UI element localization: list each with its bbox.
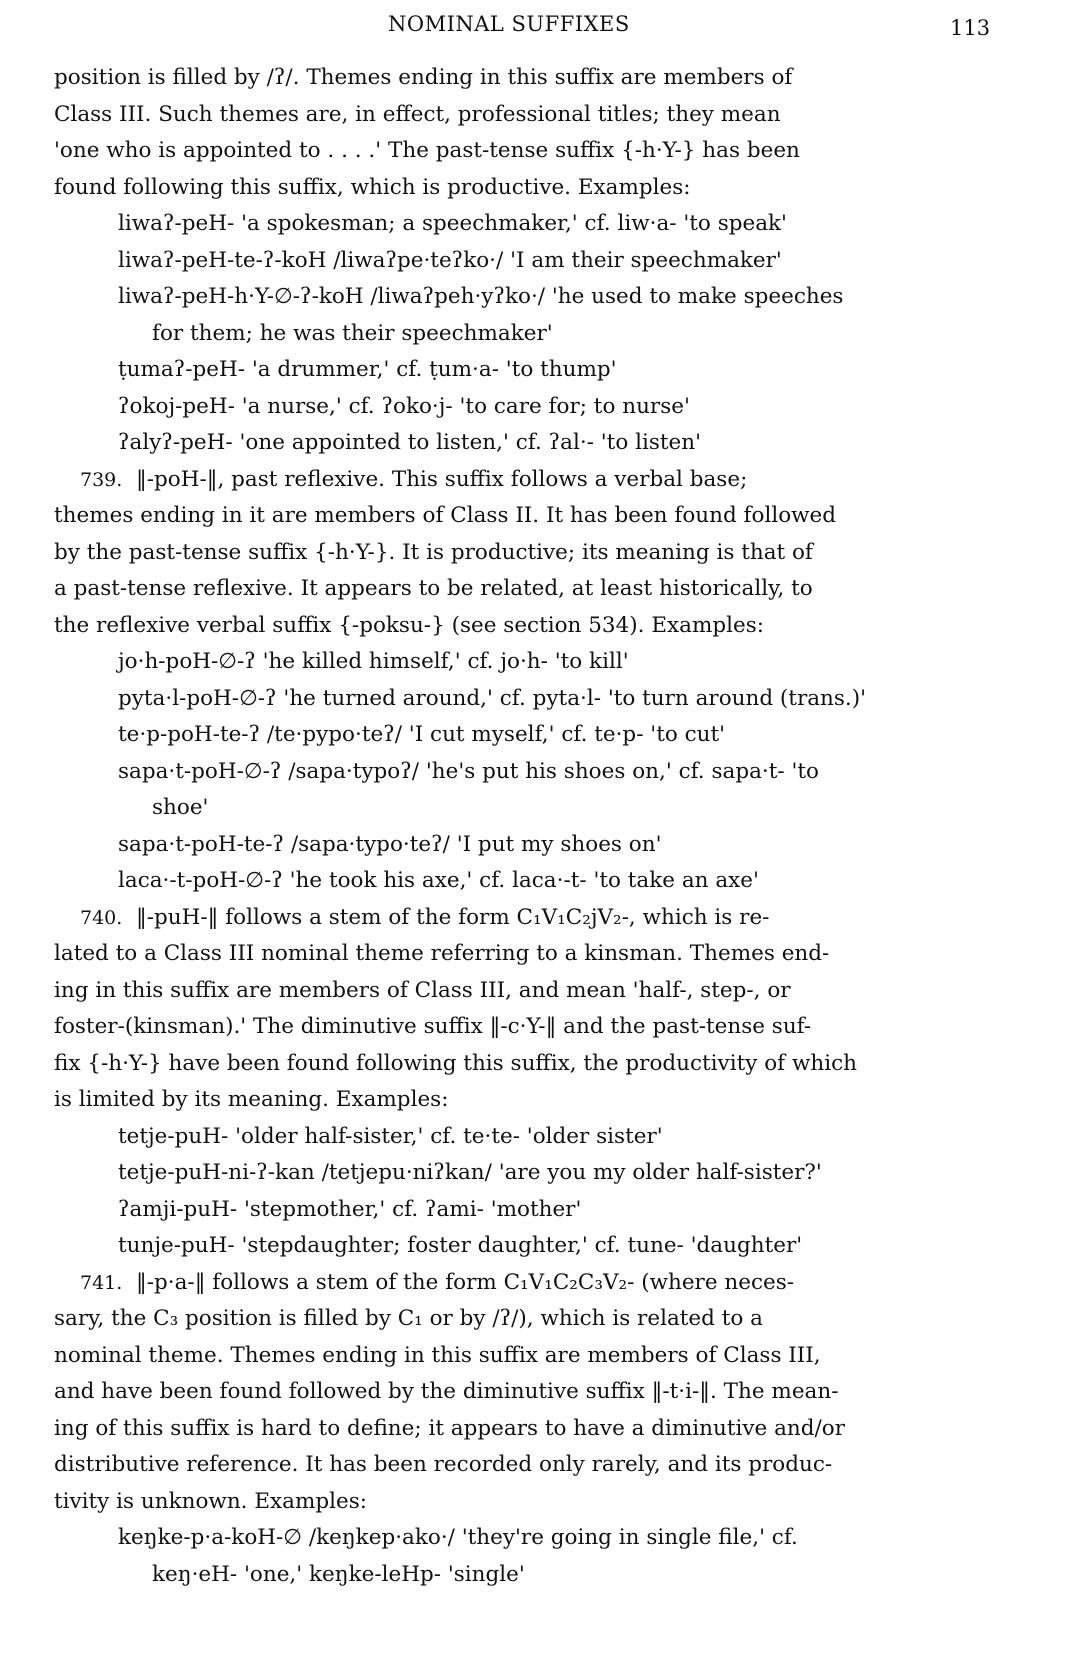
example-line: liwaʔ-peH-te-ʔ-koH /liwaʔpe·teʔko·/ 'I am their speechmaker' bbox=[118, 247, 782, 273]
paragraph-line: by the past-tense suffix {-h·Y-}. It is productive; its meaning is that of bbox=[54, 539, 813, 565]
example-line: keŋ·eH- 'one,' keŋke-leHp- 'single' bbox=[152, 1561, 525, 1587]
paragraph-line: themes ending in it are members of Class II. It has been found followed bbox=[54, 503, 837, 528]
example-line: ṭumaʔ-peH- 'a drummer,' cf. ṭum·a- 'to thump' bbox=[118, 357, 617, 382]
page-header bbox=[0, 8, 1076, 48]
example-line: te·p-poH-te-ʔ /te·pypo·teʔ/ 'I cut myself,' cf. te·p- 'to cut' bbox=[118, 722, 726, 747]
paragraph-line: foster-(kinsman).' The diminutive suffix ‖-c·Y-‖ and the past-tense suf- bbox=[54, 1014, 812, 1039]
page-body bbox=[54, 60, 1024, 1593]
example-line: tunje-puH- 'stepdaughter; foster daughter,' cf. tune- 'daughter' bbox=[118, 1233, 803, 1258]
paragraph-line: the reflexive verbal suffix {-poksu-} (see section 534). Examples: bbox=[54, 612, 764, 638]
paragraph-line: sary, the C₃ position is filled by C₁ or by /ʔ/), which is related to a bbox=[54, 1306, 763, 1331]
paragraph-line: tivity is unknown. Examples: bbox=[54, 1488, 367, 1514]
paragraph-line: Class III. Such themes are, in effect, professional titles; they mean bbox=[54, 101, 781, 127]
example-line: ʔalyʔ-peH- 'one appointed to listen,' cf. ʔal·- 'to listen' bbox=[118, 430, 702, 455]
example-line: tetje-puH- 'older half-sister,' cf. te·te- 'older sister' bbox=[118, 1123, 663, 1149]
example-line: jo·h-poH-∅-ʔ 'he killed himself,' cf. jo·h- 'to kill' bbox=[118, 649, 629, 674]
paragraph-line: is limited by its meaning. Examples: bbox=[54, 1087, 449, 1112]
page-number: 113 bbox=[950, 16, 991, 40]
section-first-line bbox=[54, 900, 1024, 937]
paragraph-line: found following this suffix, which is productive. Examples: bbox=[54, 174, 691, 200]
example-line: keŋke-p·a-koH-∅ /keŋkep·ako·/ 'they're going in single file,' cf. bbox=[118, 1525, 798, 1550]
paragraph-line: distributive reference. It has been recorded only rarely, and its produc- bbox=[54, 1452, 833, 1477]
section-text: ‖-poH-‖, past reflexive. This suffix follows a verbal base; bbox=[136, 466, 748, 492]
section-number: 740. bbox=[80, 906, 123, 929]
paragraph-line: lated to a Class III nominal theme referring to a kinsman. Themes end- bbox=[54, 941, 830, 966]
example-line: ʔamji-puH- 'stepmother,' cf. ʔami- 'mother' bbox=[118, 1196, 582, 1222]
paragraph-line: position is filled by /ʔ/. Themes ending in this suffix are members of bbox=[54, 65, 793, 90]
example-line: shoe' bbox=[152, 795, 209, 820]
example-line: laca·-t-poH-∅-ʔ 'he took his axe,' cf. laca·-t- 'to take an axe' bbox=[118, 868, 759, 893]
section-first-line bbox=[54, 462, 1024, 499]
paragraph-line: ing of this suffix is hard to define; it appears to have a diminutive and/or bbox=[54, 1415, 845, 1441]
example-line: tetje-puH-ni-ʔ-kan /tetjepu·niʔkan/ 'are you my older half-sister?' bbox=[118, 1160, 822, 1185]
example-line: pyta·l-poH-∅-ʔ 'he turned around,' cf. pyta·l- 'to turn around (trans.)' bbox=[118, 685, 867, 711]
paragraph-line: fix {-h·Y-} have been found following this suffix, the productivity of which bbox=[54, 1050, 857, 1076]
paragraph-line: and have been found followed by the diminutive suffix ‖-t·i-‖. The mean- bbox=[54, 1379, 839, 1404]
section-first-line bbox=[54, 1265, 1024, 1302]
section-number: 739. bbox=[80, 468, 123, 491]
section-number: 741. bbox=[80, 1271, 123, 1294]
running-head: NOMINAL SUFFIXES bbox=[388, 12, 630, 36]
example-line: sapa·t-poH-te-ʔ /sapa·typo·teʔ/ 'I put my shoes on' bbox=[118, 831, 662, 857]
example-line: liwaʔ-peH-h·Y-∅-ʔ-koH /liwaʔpeh·yʔko·/ 'he used to make speeches bbox=[118, 284, 844, 309]
paragraph-line: ing in this suffix are members of Class III, and mean 'half-, step-, or bbox=[54, 977, 791, 1003]
example-line: liwaʔ-peH- 'a spokesman; a speechmaker,' cf. liw·a- 'to speak' bbox=[118, 211, 787, 236]
paragraph-line: 'one who is appointed to . . . .' The past-tense suffix {-h·Y-} has been bbox=[54, 138, 800, 163]
example-line: for them; he was their speechmaker' bbox=[152, 320, 553, 346]
section-text: ‖-p·a-‖ follows a stem of the form C₁V₁C₂C₃V₂- (where neces- bbox=[136, 1269, 795, 1295]
paragraph-line: nominal theme. Themes ending in this suffix are members of Class III, bbox=[54, 1342, 821, 1368]
section-text: ‖-puH-‖ follows a stem of the form C₁V₁C₂jV₂-, which is re- bbox=[136, 904, 770, 930]
paragraph-line: a past-tense reflexive. It appears to be related, at least historically, to bbox=[54, 576, 813, 601]
example-line: ʔokoj-peH- 'a nurse,' cf. ʔoko·j- 'to care for; to nurse' bbox=[118, 393, 690, 419]
example-line: sapa·t-poH-∅-ʔ /sapa·typoʔ/ 'he's put his shoes on,' cf. sapa·t- 'to bbox=[118, 758, 819, 784]
